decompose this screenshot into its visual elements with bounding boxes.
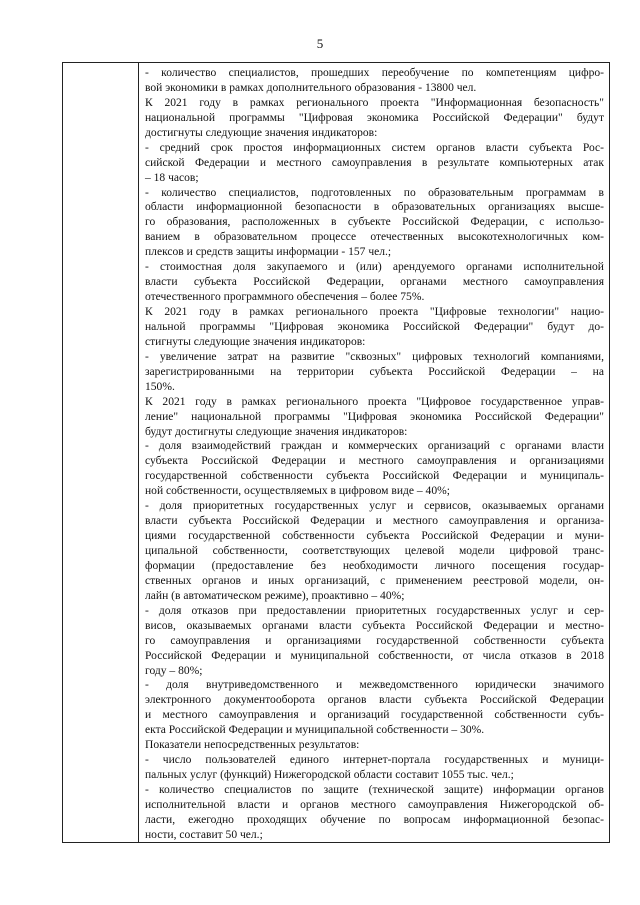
text-line: ление" национальной программы "Цифровая экономика Российской Федерации" (145, 410, 604, 423)
text-line: - количество специалистов по защите (технической защите) информации органов (145, 784, 604, 796)
text-line: - средний срок простоя информационных систем органов власти субъекта Рос- (145, 141, 604, 154)
text-line: зарегистрированными на территории субъекта Российской Федерации – на (145, 365, 604, 378)
text-line: плексов и средств защиты информации - 157 чел.; (145, 246, 392, 259)
text-line: циями государственной собственности субъекта Российской Федерации и муни- (145, 530, 604, 543)
text-line: - количество специалистов, прошедших переобучение по компетенциям цифро- (145, 67, 604, 79)
text-line: - доля отказов при предоставлении приоритетных государственных услуг и сер- (145, 604, 604, 617)
text-line: К 2021 году в рамках регионального проекта "Цифровое государственное управ- (145, 395, 604, 408)
text-line: - стоимостная доля закупаемого и (или) арендуемого органами исполнительной (145, 261, 604, 274)
text-line: ласти, ежегодно проходящих обучение по вопросам информационной безопас- (145, 813, 604, 826)
text-line: - число пользователей единого интернет-портала государственных и муници- (145, 754, 604, 767)
text-line: - количество специалистов, подготовленных по образовательным программам в (145, 186, 604, 199)
table-text-column (139, 63, 609, 843)
text-line: пальных услуг (функций) Нижегородской области составит 1055 тыс. чел.; (145, 769, 514, 782)
text-line: висов, оказываемых органами власти субъекта Российской Федерации и местно- (145, 619, 604, 632)
text-line: К 2021 году в рамках регионального проекта "Цифровые технологии" нацио- (145, 306, 604, 318)
text-line: - доля взаимодействий граждан и коммерческих организаций с органами власти (145, 440, 604, 453)
text-line: ной собственности, осуществляемых в цифровом виде – 40%; (145, 485, 450, 498)
text-line: сийской Федерации и местного самоуправления в результате компьютерных атак (145, 156, 604, 169)
text-line: государственной собственности субъекта Российской Федерации и муниципаль- (145, 470, 604, 483)
text-line: области информационной безопасности в образовательных организациях высше- (145, 201, 604, 214)
document-table (62, 62, 610, 843)
text-line: Показатели непосредственных результатов: (145, 739, 360, 752)
text-line: вой экономики в рамках дополнительного образования - 13800 чел. (145, 81, 477, 94)
table-left-column (63, 63, 139, 842)
text-line: формации (предоставление без необходимости личного посещения государ- (145, 559, 604, 572)
text-line: - доля приоритетных государственных услуг и сервисов, оказываемых органами (145, 500, 604, 513)
text-line: электронного документооборота органов власти субъекта Российской Федерации (145, 694, 604, 707)
text-line: субъекта Российской Федерации и местного самоуправления и организациями (145, 455, 604, 468)
text-line: - увеличение затрат на развитие "сквозных" цифровых технологий компаниями, (145, 350, 604, 363)
text-line: ности, составит 50 чел.; (145, 828, 263, 841)
text-line: отечественного программного обеспечения – более 75%. (145, 291, 425, 304)
text-line: национальной программы "Цифровая экономика Российской Федерации" будут (145, 111, 604, 124)
text-line: го образования, расположенных в субъекте Российской Федерации, с использо- (145, 216, 604, 229)
text-line: лайн (в автоматическом режиме), проактивно – 40%; (145, 589, 405, 602)
text-line: - доля внутриведомственного и межведомственного юридически значимого (145, 679, 604, 692)
text-line: власти субъекта Российской Федерации, органами местного самоуправления (145, 276, 604, 289)
text-line: нальной программы "Цифровая экономика Российской Федерации" будут до- (145, 320, 604, 333)
text-line: исполнительной власти и органов местного самоуправления Нижегородской об- (145, 798, 604, 811)
text-line: будут достигнуты следующие значения индикаторов: (145, 425, 408, 438)
text-line: и местного самоуправления и организаций государственной собственности субъ- (145, 709, 604, 722)
text-line: 150%. (145, 380, 175, 393)
text-line: екта Российской Федерации и муниципальной собственности – 30%. (145, 724, 485, 737)
text-line: власти субъекта Российской Федерации и местного самоуправления и организа- (145, 515, 604, 528)
text-line: ципальной собственности, соответствующих целевой модели цифровой транс- (145, 545, 604, 557)
text-line: ванием в образовательном процессе отечественных высокотехнологичных ком- (145, 231, 604, 244)
text-line: го самоуправления и организациями государственной собственности субъекта (145, 634, 604, 647)
text-line: – 18 часов; (145, 171, 199, 184)
text-line: ственных органов и иных организаций, с применением реестровой модели, он- (145, 574, 604, 587)
text-line: году – 80%; (145, 664, 203, 677)
text-line: Российской Федерации и муниципальной собственности, от числа отказов в 2018 (145, 649, 604, 662)
text-line: К 2021 году в рамках регионального проекта "Информационная безопасность" (145, 96, 604, 109)
text-line: стигнуты следующие значения индикаторов: (145, 335, 366, 348)
page-number: 5 (316, 36, 324, 51)
text-line: достигнуты следующие значения индикаторов: (145, 126, 378, 139)
